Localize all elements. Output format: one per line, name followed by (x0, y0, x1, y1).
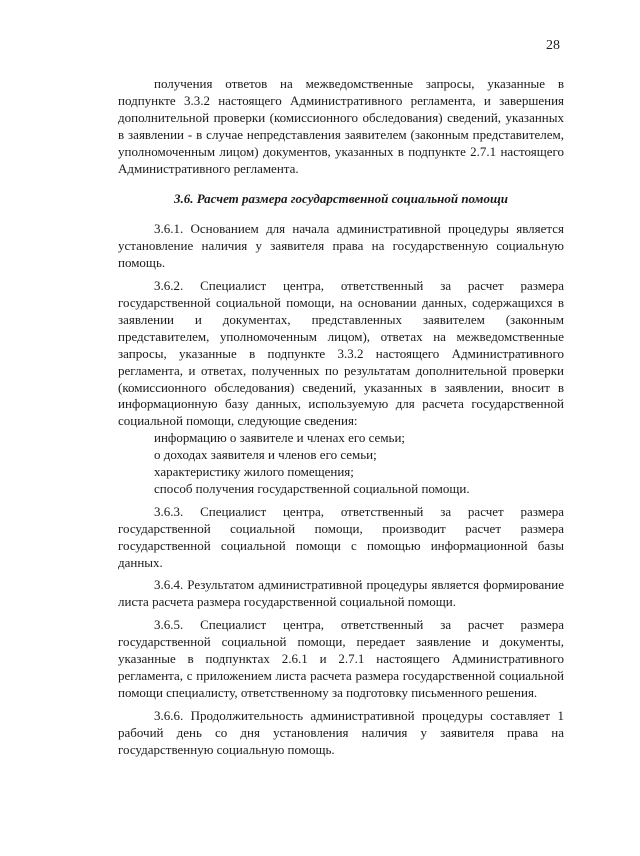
paragraph-3-6-5: 3.6.5. Специалист центра, ответственный за расчет размера государственной социальной помощи, передает заявление и документы, указанные в подпунктах 2.6.1 и 2.7.1 настоящего Административного регламента, с приложением листа расчета размера государственной социальной помощи специалисту, ответственному за подготовку письменного решения. (118, 617, 564, 700)
section-heading: 3.6. Расчет размера государственной социальной помощи (173, 191, 509, 207)
page-number: 28 (546, 38, 560, 53)
paragraph-3-6-6: 3.6.6. Продолжительность административной процедуры составляет 1 рабочий день со дня установления наличия у заявителя права на государственную социальную помощь. (118, 707, 564, 757)
list-item: о доходах заявителя и членов его семьи; (154, 447, 377, 463)
paragraph-3-6-4: 3.6.4. Результатом административной процедуры является формирование листа расчета размера государственной социальной помощи. (118, 577, 564, 610)
list-item: информацию о заявителе и членах его семьи; (154, 430, 406, 446)
intro-paragraph: получения ответов на межведомственные запросы, указанные в подпункте 3.3.2 настоящего Административного регламента, и завершения дополнительной проверки (комиссионного обследования) сведений, указанных в заявлении - в случае непредставления заявителем (законным представителем, уполномоченным лицом) документов, указанных в подпункте 2.7.1 настоящего Административного регламента. (118, 76, 564, 176)
document-body (118, 76, 564, 759)
list-item: характеристику жилого помещения; (154, 464, 354, 480)
paragraph-3-6-3: 3.6.3. Специалист центра, ответственный за расчет размера государственной социальной помощи, производит расчет размера государственной социальной помощи с помощью информационной базы данных. (118, 503, 564, 570)
paragraph-3-6-2: 3.6.2. Специалист центра, ответственный за расчет размера государственной социальной помощи, на основании данных, содержащихся в заявлении и документах, представленных заявителем (законным представителем, уполномоченным лицом), ответах на межведомственные запросы, указанные в подпункте 3.3.2 настоящего Административного регламента, и ответах, полученных по результатам дополнительной проверки (комиссионного обследования) сведений, указанных в заявлении, вносит в информационную базу данных, используемую для расчета государственной социальной помощи, следующие сведения: (118, 278, 564, 429)
list-item: способ получения государственной социальной помощи. (154, 480, 470, 496)
paragraph-3-6-1: 3.6.1. Основанием для начала административной процедуры является установление наличия у заявителя права на государственную социальную помощь. (118, 221, 564, 271)
